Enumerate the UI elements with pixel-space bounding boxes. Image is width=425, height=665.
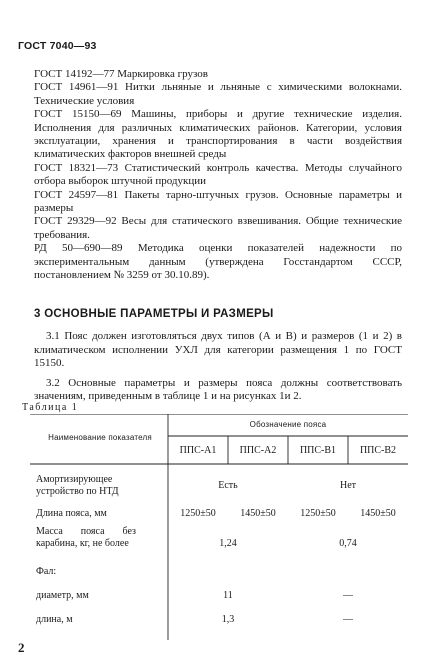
- reference-item: ГОСТ 14961—91 Нитки льняные и льняные с химическими волокнами. Технические условия: [34, 81, 402, 107]
- reference-item: ГОСТ 18321—73 Статистический контроль качества. Методы случайного отбора выборок штучной продукции: [34, 161, 402, 188]
- row-label-lanyard: Фал:: [36, 566, 57, 577]
- cell-shock-absorber-a: Есть: [218, 480, 238, 491]
- row-label-lanyard-length: длина, м: [36, 614, 73, 625]
- normative-references: [34, 68, 402, 283]
- paragraph-3-2: 3.2 Основные параметры и размеры пояса должны соответствовать значениям, приведенным в таблице 1 и на рисунках 1и 2.: [34, 376, 402, 403]
- section-title: 3 ОСНОВНЫЕ ПАРАМЕТРЫ И РАЗМЕРЫ: [34, 308, 274, 320]
- row-label-belt-mass: Масса пояса без карабина, кг, не более: [36, 526, 136, 549]
- table-lower-grid: [30, 584, 408, 640]
- cell-length-a1: 1250±50: [180, 508, 216, 519]
- reference-item: ГОСТ 14192—77 Маркировка грузов: [34, 68, 208, 80]
- parameters-table: [30, 414, 408, 584]
- row-label-diameter: диаметр, мм: [36, 590, 89, 601]
- row-label-belt-length: Длина пояса, мм: [36, 508, 107, 519]
- reference-item: ГОСТ 29329—92 Весы для статического взвешивания. Общие технические требования.: [34, 215, 402, 241]
- column-header-ppc-a1: ППС-А1: [179, 445, 217, 456]
- cell-lanyard-length-b: —: [343, 614, 353, 625]
- cell-length-b1: 1250±50: [300, 508, 336, 519]
- cell-mass-b: 0,74: [339, 538, 357, 549]
- row-label-shock-absorber: Амортизирующее устройство по НТД: [36, 474, 119, 497]
- cell-mass-a: 1,24: [219, 538, 237, 549]
- cell-lanyard-length-a: 1,3: [221, 614, 235, 625]
- reference-item: ГОСТ 24597—81 Пакеты тарно-штучных грузов. Основные параметры и размеры: [34, 188, 402, 215]
- table-caption: Таблица 1: [22, 402, 79, 413]
- reference-item: РД 50—690—89 Методика оценки показателей надежности по экспериментальным данным (утверждена Госстандартом СССР, постановлением № 3259 от 30.10.89).: [34, 242, 402, 282]
- paragraph-3-1: 3.1 Пояс должен изготовляться двух типов (А и В) и размеров (1 и 2) в климатическом исполнении УХЛ для категории размещения 1 по ГОСТ 15150.: [34, 330, 402, 370]
- reference-item: ГОСТ 15150—69 Машины, приборы и другие технические изделия. Исполнения для различных климатических районов. Категории, условия эксплуатации, хранения и транспортирования в части воздействия климатических факторов внешней среды: [34, 108, 402, 161]
- cell-shock-absorber-b: Нет: [339, 480, 357, 491]
- page-number: 2: [18, 640, 25, 655]
- section-body: [34, 330, 402, 410]
- cell-length-a2: 1450±50: [240, 508, 276, 519]
- column-header-ppc-a2: ППС-А2: [239, 445, 277, 456]
- column-header-ppc-b1: ППС-В1: [299, 445, 337, 456]
- column-header-parameter: Наименование показателя: [48, 433, 152, 442]
- cell-diameter-a: 11: [223, 590, 233, 601]
- cell-diameter-b: —: [343, 590, 353, 601]
- cell-length-b2: 1450±50: [360, 508, 396, 519]
- column-group-header: Обозначение пояса: [249, 420, 327, 429]
- document-header: ГОСТ 7040—93: [18, 40, 97, 52]
- column-header-ppc-b2: ППС-В2: [359, 445, 397, 456]
